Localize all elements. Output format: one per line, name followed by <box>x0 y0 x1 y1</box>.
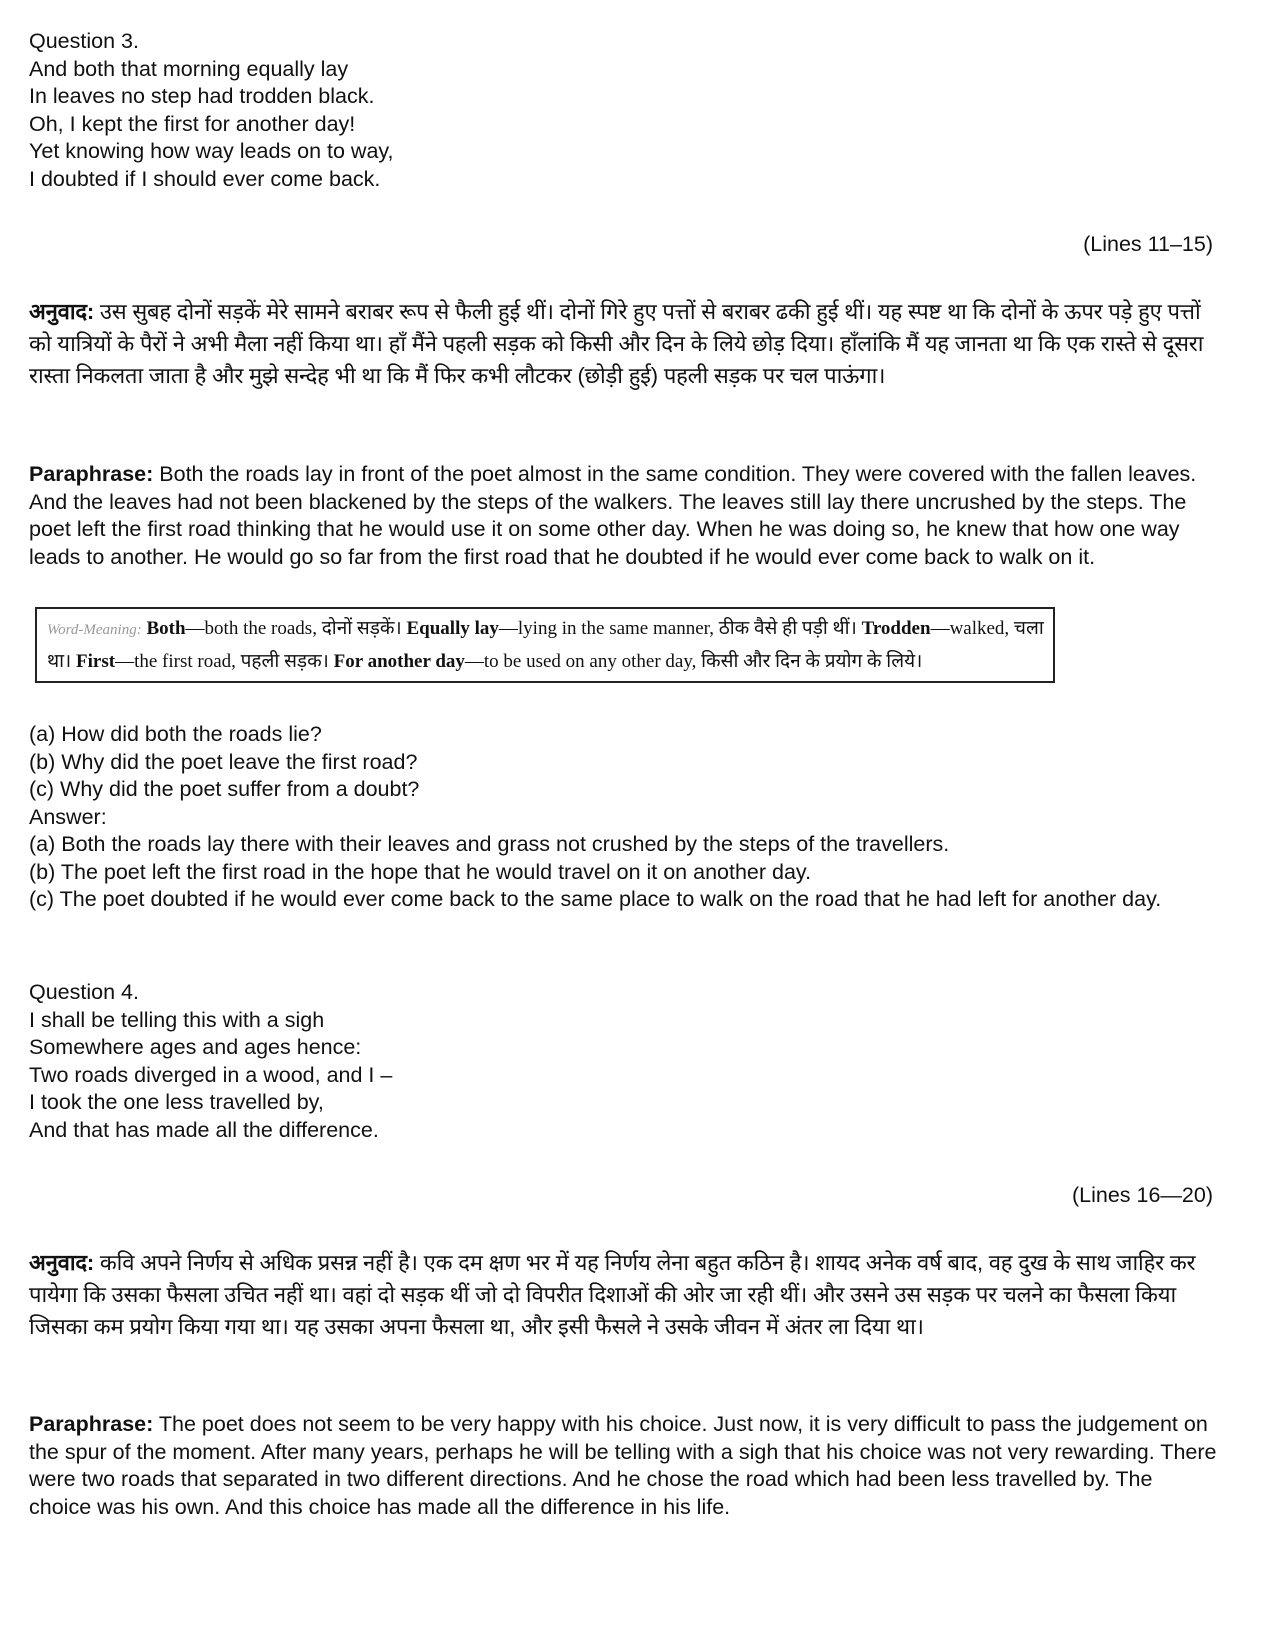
answer-item: (c) The poet doubted if he would ever come back to the same place to walk on the road that he had left for another day. <box>29 887 1162 911</box>
word-meaning-label: Word-Meaning: <box>47 622 142 638</box>
poem-line: And that has made all the difference. <box>29 1117 379 1142</box>
hindi-translation <box>29 296 1219 392</box>
meaning: —to be used on any other day, किसी और दिन के प्रयोग के लिये। <box>464 651 923 672</box>
term: Trodden <box>861 618 931 639</box>
meaning: —lying in the same manner, ठीक वैसे ही पड़ी थीं। <box>498 618 862 639</box>
term: First <box>76 651 116 672</box>
term: For another day <box>333 651 465 672</box>
anuvad-text: उस सुबह दोनों सड़कें मेरे सामने बराबर रूप से फैली हुई थीं। दोनों गिरे हुए पत्तों से बराबर ढकी हुई थीं। यह स्पष्ट था कि दोनों के ऊपर पड़े हुए पत्तों को यात्रियों के पैरों ने अभी मैला नहीं किया था। हाँ मैंने पहली सड़क को किसी और दिन के लिये छोड़ दिया। हाँलांकि मैं यह जानता था कि एक रास्ते से दूसरा रास्ता निकलता जाता है और मुझे सन्देह भी था कि मैं फिर कभी लौटकर (छोड़ी हुई) पहली सड़क पर चल पाऊंगा। <box>29 299 1204 388</box>
meaning: —both the roads, दोनों सड़कें। <box>185 618 407 639</box>
term: Both <box>146 618 186 639</box>
question-4-poem <box>29 979 1219 1144</box>
paraphrase-text: Both the roads lay in front of the poet almost in the same condition. They were covered with the fallen leaves. And the leaves had not been blackened by the steps of the walkers. The leaves still lay there uncrushed by the steps. The poet left the first road thinking that he would use it on some other day. When he was doing so, he knew that how one way leads to another. He would go so far from the first road that he doubted if he would ever come back to walk on it. <box>29 462 1197 569</box>
question-title: Question 4. <box>29 980 139 1004</box>
anuvad-label: अनुवाद: <box>29 1250 94 1275</box>
anuvad-text: कवि अपने निर्णय से अधिक प्रसन्न नहीं है। एक दम क्षण भर में यह निर्णय लेना बहुत कठिन है। शायद अनेक वर्ष बाद, वह दुख के साथ जाहिर कर पायेगा कि उसका फैसला उचित नहीं था। वहां दो सड़क थीं जो दो विपरीत दिशाओं की ओर जा रही थीं। और उसने उस सड़क पर चलने का फैसला किया जिसका कम प्रयोग किया गया था। यह उसका अपना फैसला था, और इसी फैसले ने उसके जीवन में अंतर ला दिया था। <box>29 1250 1196 1339</box>
poem-line: I doubted if I should ever come back. <box>29 166 381 191</box>
answer-item: (a) Both the roads lay there with their leaves and grass not crushed by the steps of the travellers. <box>29 832 950 856</box>
paraphrase-text: The poet does not seem to be very happy with his choice. Just now, it is very difficult to pass the judgement on the spur of the moment. After many years, perhaps he will be telling with a sigh that his choice was not very rewarding. There were two roads that separated in two different directions. And he chose the road which had been less travelled by. The choice was his own. And this choice has made all the difference in his life. <box>29 1412 1217 1519</box>
paraphrase <box>29 1411 1219 1521</box>
poem-line: Oh, I kept the first for another day! <box>29 111 356 136</box>
question-title: Question 3. <box>29 29 139 53</box>
poem-line: Yet knowing how way leads on to way, <box>29 139 394 163</box>
poem-line: In leaves no step had trodden black. <box>29 84 375 108</box>
poem-line: Somewhere ages and ages hence: <box>29 1035 362 1059</box>
paraphrase-label: Paraphrase: <box>29 1412 154 1436</box>
question-3-poem <box>29 28 1219 193</box>
lines-reference: (Lines 11–15) <box>1083 232 1213 256</box>
questions-and-answers <box>29 721 1219 914</box>
question-item: (c) Why did the poet suffer from a doubt? <box>29 777 420 801</box>
question-item: (a) How did both the roads lie? <box>29 722 322 746</box>
paraphrase <box>29 461 1219 571</box>
poem-line: I shall be telling this with a sigh <box>29 1007 325 1032</box>
meaning: —the first road, पहली सड़क। <box>115 651 334 672</box>
lines-reference: (Lines 16—20) <box>1071 1183 1213 1207</box>
word-meaning-box <box>35 607 1055 683</box>
poem-line: Two roads diverged in a wood, and I – <box>29 1062 393 1087</box>
poem-line: I took the one less travelled by, <box>29 1090 324 1114</box>
question-item: (b) Why did the poet leave the first road? <box>29 749 418 774</box>
paraphrase-label: Paraphrase: <box>29 462 154 486</box>
anuvad-label: अनुवाद: <box>29 299 94 324</box>
answer-item: (b) The poet left the first road in the hope that he would travel on it on another day. <box>29 859 812 884</box>
hindi-translation <box>29 1247 1219 1343</box>
answer-label: Answer: <box>29 804 107 829</box>
meaning: —walked, चला था। <box>47 618 1044 672</box>
poem-line: And both that morning equally lay <box>29 56 349 81</box>
term: Equally lay <box>406 618 499 639</box>
